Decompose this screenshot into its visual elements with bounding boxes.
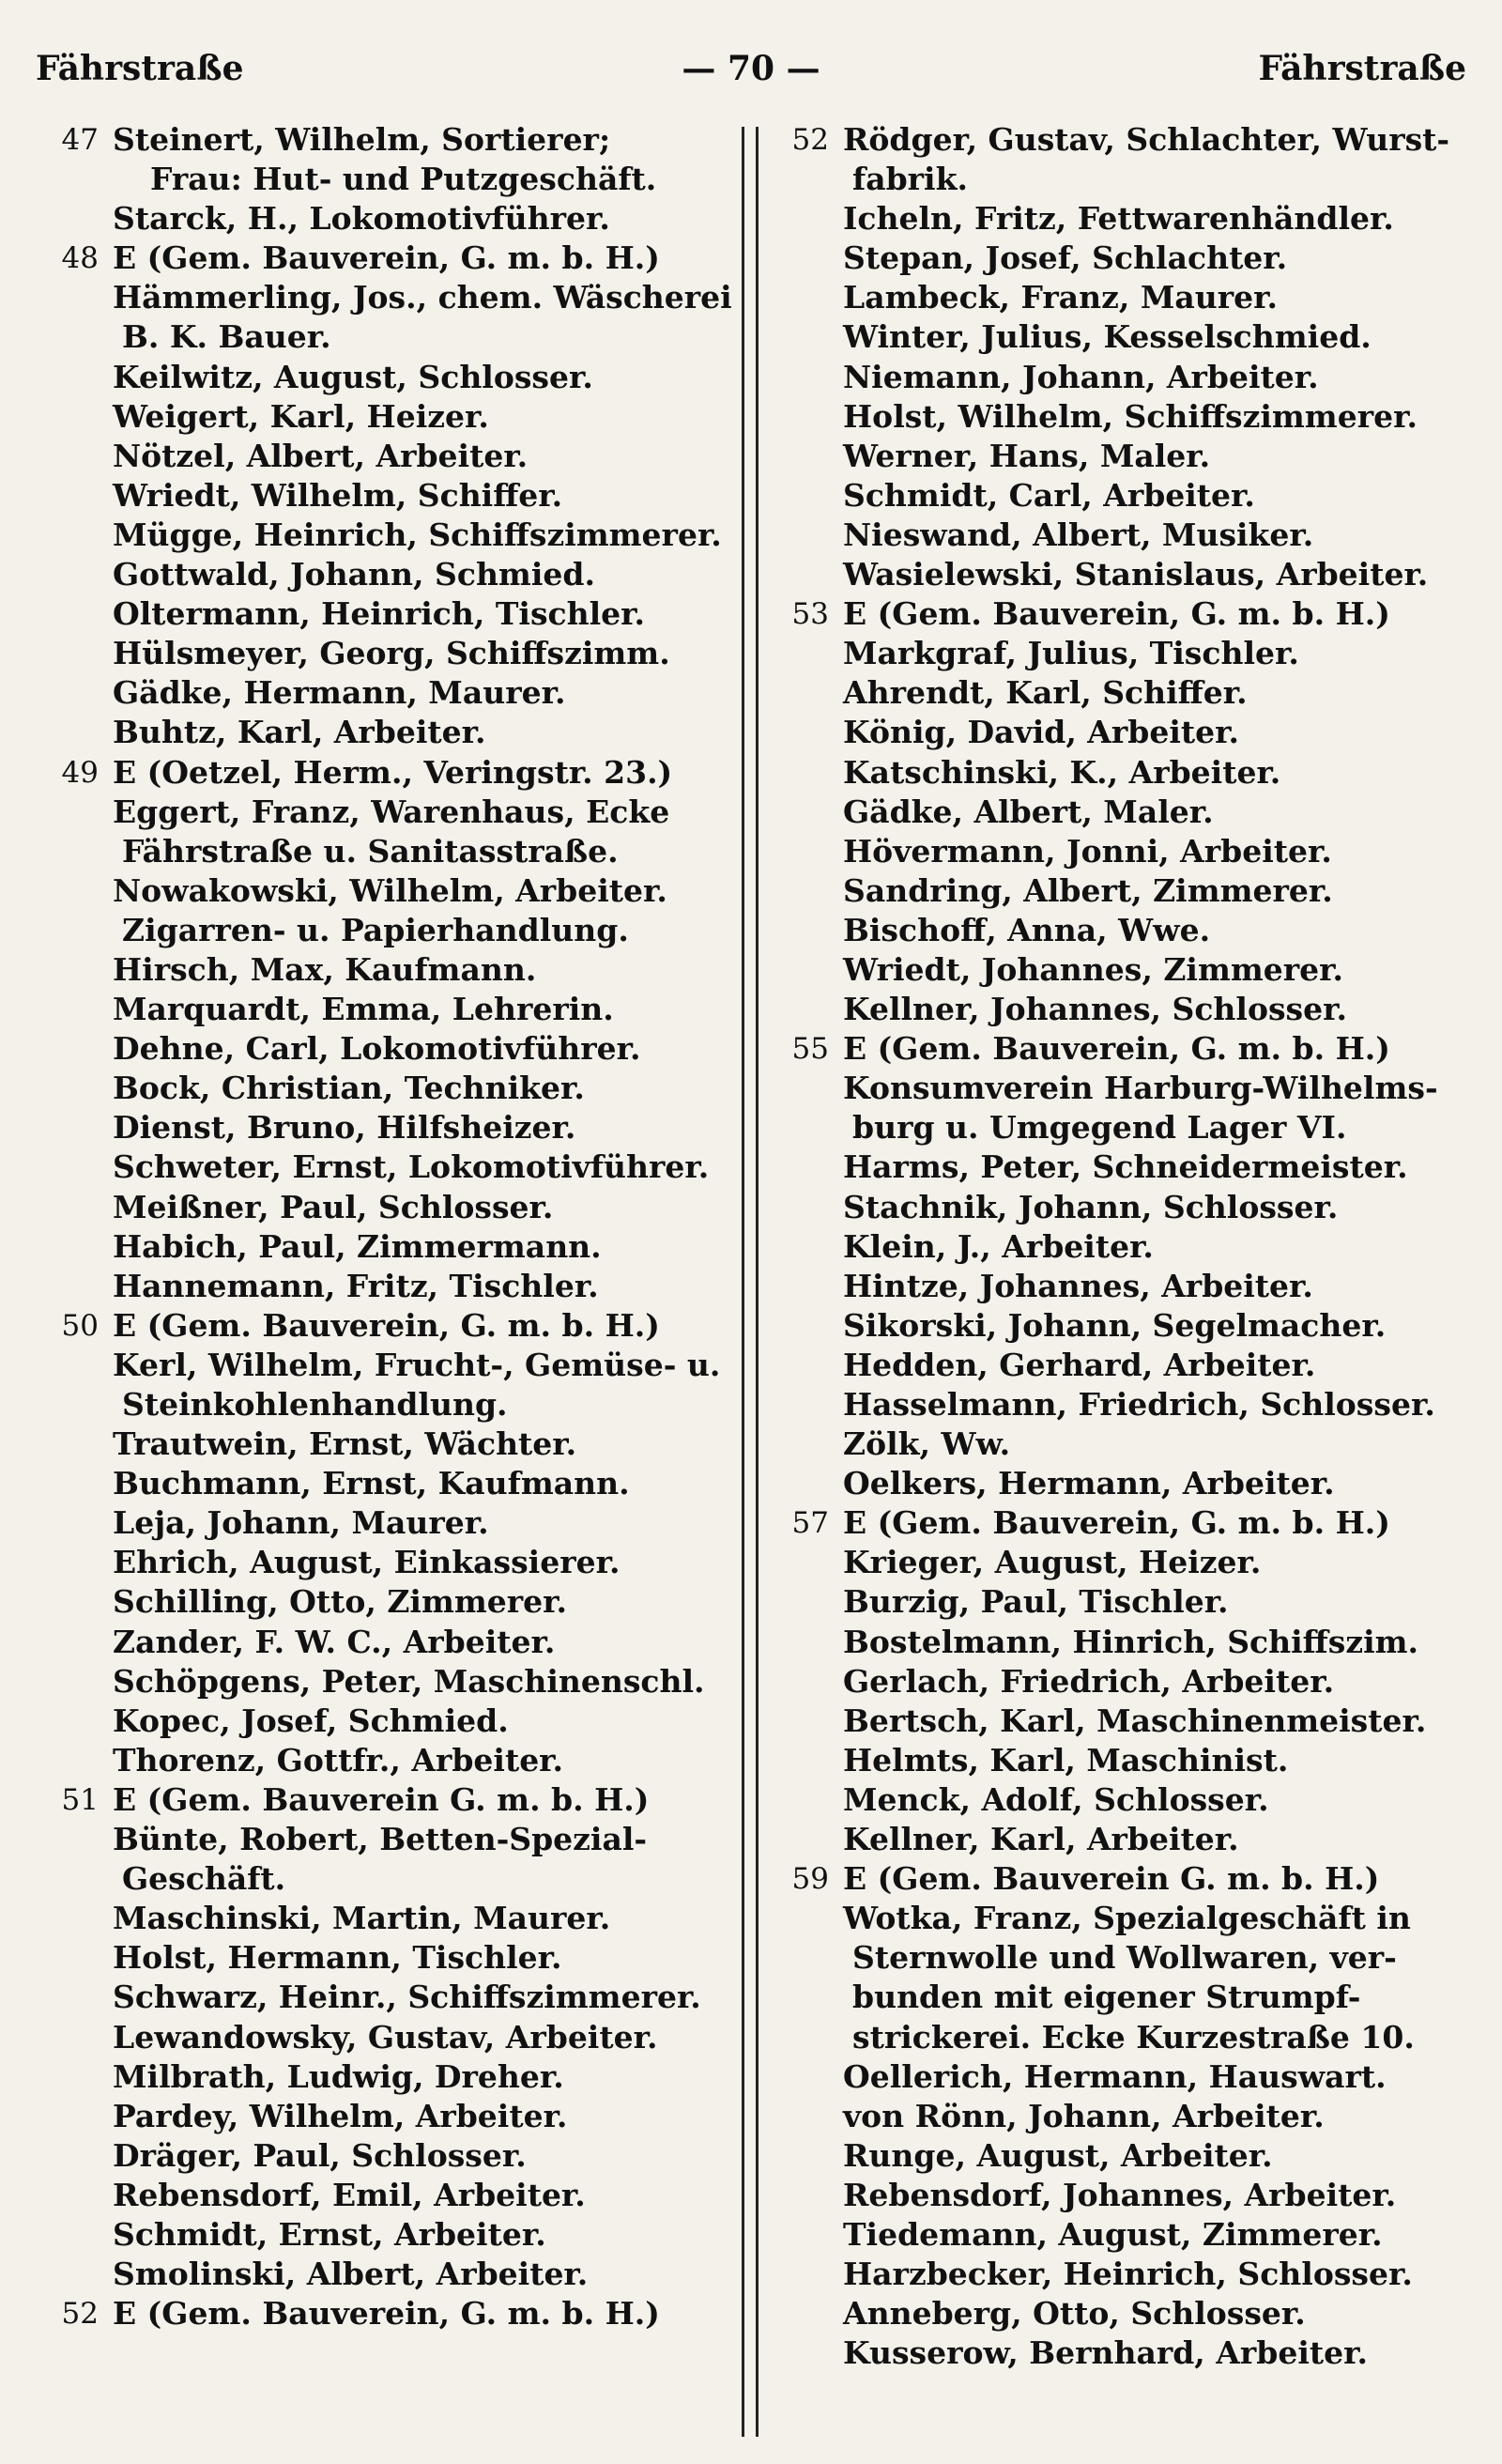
entry-text: Holst, Wilhelm, Schiffszimmerer. (843, 397, 1418, 435)
resident-entry (38, 160, 737, 199)
house-number-entry (38, 120, 737, 160)
resident-entry (38, 516, 737, 555)
entry-text: Rebensdorf, Johannes, Arbeiter. (843, 2176, 1397, 2213)
entry-text: Gottwald, Johann, Schmied. (113, 556, 595, 593)
resident-entry (38, 1623, 737, 1662)
entry-text: Hirsch, Max, Kaufmann. (113, 950, 537, 988)
entry-text: Rebensdorf, Emil, Arbeiter. (113, 2176, 586, 2213)
entry-text: Zölk, Ww. (843, 1425, 1011, 1463)
resident-entry (768, 1582, 1467, 1622)
entry-text: Klein, J., Arbeiter. (843, 1227, 1154, 1265)
entry-text: Zander, F. W. C., Arbeiter. (113, 1623, 556, 1660)
resident-entry (38, 1464, 737, 1503)
resident-entry (38, 1978, 737, 2017)
entry-text: E (Gem. Bauverein, G. m. b. H.) (113, 2295, 660, 2333)
resident-entry (38, 1543, 737, 1582)
entry-text: Smolinski, Albert, Arbeiter. (113, 2256, 589, 2293)
resident-entry (768, 2215, 1467, 2255)
entry-text: Steinert, Wilhelm, Sortierer; (113, 121, 611, 158)
resident-entry (768, 1938, 1467, 1978)
entry-text: Kellner, Johannes, Schlosser. (843, 991, 1347, 1028)
resident-entry (768, 832, 1467, 871)
resident-entry (38, 1147, 737, 1187)
resident-entry (38, 437, 737, 476)
entry-text: Buhtz, Karl, Arbeiter. (113, 714, 486, 751)
entry-text: Kellner, Karl, Arbeiter. (843, 1821, 1239, 1858)
resident-entry (768, 1069, 1467, 1108)
entry-text: Katschinski, K., Arbeiter. (843, 753, 1281, 791)
left-column (38, 120, 737, 2333)
entry-text: Bischoff, Anna, Wwe. (843, 911, 1211, 948)
resident-entry (768, 1385, 1467, 1424)
house-number-entry (768, 1859, 1467, 1899)
entry-text: Hannemann, Fritz, Tischler. (113, 1267, 599, 1304)
entry-text: Kopec, Josef, Schmied. (113, 1702, 509, 1739)
resident-entry (38, 1820, 737, 1859)
resident-entry (768, 555, 1467, 594)
resident-entry (38, 2136, 737, 2176)
entry-text: Steinkohlenhandlung. (122, 1386, 508, 1423)
entry-text: Schöpgens, Peter, Maschinenschl. (113, 1662, 705, 1700)
entry-text: B. K. Bauer. (122, 318, 331, 356)
resident-entry (768, 1899, 1467, 1938)
entry-text: E (Gem. Bauverein, G. m. b. H.) (843, 595, 1390, 633)
resident-entry (768, 1227, 1467, 1267)
entry-text: Gerlach, Friedrich, Arbeiter. (843, 1662, 1335, 1700)
resident-entry (38, 1582, 737, 1622)
entry-text: Eggert, Franz, Warenhaus, Ecke (113, 793, 670, 830)
entry-text: Tiedemann, August, Zimmerer. (843, 2215, 1383, 2253)
house-number: 51 (61, 1782, 99, 1817)
resident-entry (768, 1543, 1467, 1582)
entry-text: Sikorski, Johann, Segelmacher. (843, 1306, 1387, 1344)
entry-text: Hedden, Gerhard, Arbeiter. (843, 1346, 1316, 1383)
entry-text: Pardey, Wilhelm, Arbeiter. (113, 2097, 568, 2134)
resident-entry (768, 358, 1467, 397)
resident-entry (38, 1188, 737, 1227)
entry-text: Keilwitz, August, Schlosser. (113, 358, 593, 395)
resident-entry (38, 1503, 737, 1543)
resident-entry (38, 950, 737, 990)
resident-entry (38, 990, 737, 1029)
entry-text: Dienst, Bruno, Hilfsheizer. (113, 1109, 576, 1147)
resident-entry (768, 713, 1467, 752)
entry-text: Oelkers, Hermann, Arbeiter. (843, 1465, 1335, 1502)
entry-text: Harzbecker, Heinrich, Schlosser. (843, 2256, 1413, 2293)
entry-text: fabrik. (852, 161, 968, 198)
house-number-entry (38, 2294, 737, 2333)
header-street-right: Fährstraße (1258, 49, 1466, 88)
entry-text: Nötzel, Albert, Arbeiter. (113, 437, 529, 474)
entry-text: Burzig, Paul, Tischler. (843, 1583, 1229, 1621)
entry-text: Schmidt, Ernst, Arbeiter. (113, 2215, 546, 2253)
entry-text: Ehrich, August, Einkassierer. (113, 1544, 621, 1581)
resident-entry (768, 199, 1467, 239)
entry-text: Schweter, Ernst, Lokomotivführer. (113, 1148, 710, 1186)
entry-text: Rödger, Gustav, Schlachter, Wurst- (843, 121, 1450, 158)
resident-entry (768, 1741, 1467, 1780)
resident-entry (38, 2057, 737, 2097)
entry-text: Bünte, Robert, Betten-Spezial- (113, 1821, 648, 1858)
resident-entry (38, 1899, 737, 1938)
entry-text: Oltermann, Heinrich, Tischler. (113, 595, 645, 633)
entry-text: burg u. Umgegend Lager VI. (852, 1109, 1347, 1147)
resident-entry (38, 476, 737, 516)
house-number: 48 (61, 241, 99, 276)
resident-entry (768, 673, 1467, 713)
resident-entry (768, 2018, 1467, 2057)
resident-entry (38, 278, 737, 317)
resident-entry (768, 2136, 1467, 2176)
resident-entry (38, 1029, 737, 1069)
entry-text: Kerl, Wilhelm, Frucht-, Gemüse- u. (113, 1346, 721, 1383)
house-number-entry (768, 1029, 1467, 1069)
resident-entry (38, 793, 737, 832)
entry-text: Schmidt, Carl, Arbeiter. (843, 476, 1255, 514)
resident-entry (38, 317, 737, 357)
entry-text: Runge, August, Arbeiter. (843, 2136, 1273, 2174)
page-header (36, 49, 1466, 105)
resident-entry (768, 1780, 1467, 1820)
house-number: 52 (791, 123, 829, 157)
resident-entry (768, 1188, 1467, 1227)
resident-entry (38, 2215, 737, 2255)
resident-entry (768, 1346, 1467, 1385)
resident-entry (768, 1662, 1467, 1702)
resident-entry (768, 516, 1467, 555)
resident-entry (768, 2057, 1467, 2097)
resident-entry (768, 317, 1467, 357)
resident-entry (38, 634, 737, 673)
resident-entry (768, 437, 1467, 476)
entry-text: Anneberg, Otto, Schlosser. (843, 2295, 1306, 2333)
entry-text: Hövermann, Jonni, Arbeiter. (843, 832, 1332, 870)
house-number: 52 (61, 2297, 99, 2332)
resident-entry (38, 673, 737, 713)
entry-text: Weigert, Karl, Heizer. (113, 397, 489, 435)
resident-entry (38, 1702, 737, 1741)
resident-entry (38, 358, 737, 397)
entry-text: Fährstraße u. Sanitasstraße. (122, 832, 619, 870)
entry-text: Frau: Hut- und Putzgeschäft. (150, 161, 657, 198)
entry-text: Habich, Paul, Zimmermann. (113, 1227, 602, 1265)
resident-entry (768, 278, 1467, 317)
resident-entry (768, 753, 1467, 793)
resident-entry (38, 1424, 737, 1464)
resident-entry (768, 1108, 1467, 1147)
resident-entry (38, 2097, 737, 2136)
house-number-entry (38, 753, 737, 793)
entry-text: Niemann, Johann, Arbeiter. (843, 358, 1319, 395)
resident-entry (38, 1267, 737, 1306)
entry-text: von Rönn, Johann, Arbeiter. (843, 2097, 1325, 2134)
entry-text: Krieger, August, Heizer. (843, 1544, 1262, 1581)
entry-text: Hintze, Johannes, Arbeiter. (843, 1267, 1313, 1304)
entry-text: Thorenz, Gottfr., Arbeiter. (113, 1741, 564, 1779)
entry-text: Lewandowsky, Gustav, Arbeiter. (113, 2018, 658, 2056)
entry-text: Starck, H., Lokomotivführer. (113, 200, 610, 238)
resident-entry (768, 476, 1467, 516)
resident-entry (38, 555, 737, 594)
entry-text: Wotka, Franz, Spezialgeschäft in (843, 1900, 1411, 1937)
resident-entry (768, 1424, 1467, 1464)
entry-text: E (Gem. Bauverein, G. m. b. H.) (113, 1306, 660, 1344)
house-number: 49 (61, 755, 99, 790)
resident-entry (768, 990, 1467, 1029)
resident-entry (768, 1306, 1467, 1346)
entry-text: Helmts, Karl, Maschinist. (843, 1741, 1289, 1779)
entry-text: Marquardt, Emma, Lehrerin. (113, 991, 614, 1028)
resident-entry (38, 1662, 737, 1702)
entry-text: Icheln, Fritz, Fettwarenhändler. (843, 200, 1394, 238)
resident-entry (768, 2333, 1467, 2373)
resident-entry (38, 1859, 737, 1899)
house-number-entry (38, 1306, 737, 1346)
resident-entry (768, 2255, 1467, 2294)
entry-text: Leja, Johann, Maurer. (113, 1504, 489, 1542)
entry-text: Bock, Christian, Techniker. (113, 1070, 585, 1107)
resident-entry (38, 1741, 737, 1780)
resident-entry (38, 1227, 737, 1267)
entry-text: Buchmann, Ernst, Kaufmann. (113, 1465, 630, 1502)
entry-text: E (Gem. Bauverein, G. m. b. H.) (843, 1030, 1390, 1068)
house-number: 55 (791, 1032, 829, 1067)
entry-text: Sandring, Albert, Zimmerer. (843, 871, 1333, 909)
entry-text: E (Gem. Bauverein G. m. b. H.) (113, 1780, 650, 1818)
entry-text: Hämmerling, Jos., chem. Wäscherei (113, 279, 732, 316)
resident-entry (38, 1938, 737, 1978)
entry-text: E (Gem. Bauverein, G. m. b. H.) (113, 239, 660, 277)
resident-entry (768, 239, 1467, 278)
resident-entry (768, 397, 1467, 437)
resident-entry (768, 2097, 1467, 2136)
resident-entry (38, 2176, 737, 2215)
resident-entry (768, 871, 1467, 911)
resident-entry (38, 1385, 737, 1424)
entry-text: Mügge, Heinrich, Schiffszimmerer. (113, 516, 722, 553)
entry-text: Hasselmann, Friedrich, Schlosser. (843, 1386, 1435, 1423)
resident-entry (768, 634, 1467, 673)
entry-text: Oellerich, Hermann, Hauswart. (843, 2057, 1387, 2095)
entry-text: Gädke, Hermann, Maurer. (113, 674, 566, 712)
entry-text: Meißner, Paul, Schlosser. (113, 1188, 554, 1225)
house-number: 50 (61, 1308, 99, 1343)
resident-entry (38, 871, 737, 911)
entry-text: Maschinski, Martin, Maurer. (113, 1900, 611, 1937)
entry-text: Konsumverein Harburg-Wilhelms- (843, 1070, 1438, 1107)
resident-entry (768, 1978, 1467, 2017)
resident-entry (768, 793, 1467, 832)
entry-text: Kusserow, Bernhard, Arbeiter. (843, 2334, 1368, 2372)
resident-entry (38, 1346, 737, 1385)
resident-entry (768, 2176, 1467, 2215)
entry-text: König, David, Arbeiter. (843, 714, 1239, 751)
entry-text: Wriedt, Wilhelm, Schiffer. (113, 476, 563, 514)
entry-text: Nieswand, Albert, Musiker. (843, 516, 1314, 553)
entry-text: Hülsmeyer, Georg, Schiffszimm. (113, 635, 670, 672)
entry-text: Winter, Julius, Kesselschmied. (843, 318, 1372, 356)
resident-entry (768, 1702, 1467, 1741)
right-column (768, 120, 1467, 2373)
resident-entry (38, 1069, 737, 1108)
house-number-entry (38, 239, 737, 278)
house-number: 47 (61, 123, 99, 157)
resident-entry (38, 911, 737, 950)
entry-text: Lambeck, Franz, Maurer. (843, 279, 1278, 316)
resident-entry (768, 1820, 1467, 1859)
entry-text: Trautwein, Ernst, Wächter. (113, 1425, 577, 1463)
entry-text: Stepan, Josef, Schlachter. (843, 239, 1288, 277)
entry-text: Markgraf, Julius, Tischler. (843, 635, 1299, 672)
house-number: 57 (791, 1506, 829, 1541)
entry-text: Schwarz, Heinr., Schiffszimmerer. (113, 1979, 701, 2016)
entry-text: Werner, Hans, Maler. (843, 437, 1211, 474)
entry-text: E (Oetzel, Herm., Veringstr. 23.) (113, 753, 673, 791)
entry-text: Dehne, Carl, Lokomotivführer. (113, 1030, 641, 1068)
entry-text: Stachnik, Johann, Schlosser. (843, 1188, 1339, 1225)
resident-entry (38, 1108, 737, 1147)
house-number: 53 (791, 597, 829, 632)
resident-entry (38, 2255, 737, 2294)
resident-entry (38, 397, 737, 437)
house-number-entry (768, 594, 1467, 634)
entry-text: Bostelmann, Hinrich, Schiffszim. (843, 1623, 1419, 1660)
entry-text: Gädke, Albert, Maler. (843, 793, 1214, 830)
house-number: 59 (791, 1862, 829, 1897)
resident-entry (768, 1464, 1467, 1503)
column-divider (742, 127, 759, 2437)
entry-text: E (Gem. Bauverein G. m. b. H.) (843, 1860, 1380, 1898)
entry-text: Wriedt, Johannes, Zimmerer. (843, 950, 1344, 988)
resident-entry (38, 2018, 737, 2057)
resident-entry (38, 199, 737, 239)
header-street-left: Fährstraße (36, 49, 244, 88)
entry-text: bunden mit eigener Strumpf- (852, 1979, 1361, 2016)
page-number: — 70 — (682, 49, 820, 88)
entry-text: Nowakowski, Wilhelm, Arbeiter. (113, 871, 667, 909)
resident-entry (768, 2294, 1467, 2333)
resident-entry (768, 1147, 1467, 1187)
entry-text: Sternwolle und Wollwaren, ver- (852, 1939, 1397, 1977)
house-number-entry (38, 1780, 737, 1820)
entry-text: Dräger, Paul, Schlosser. (113, 2136, 527, 2174)
entry-text: Harms, Peter, Schneidermeister. (843, 1148, 1408, 1186)
resident-entry (38, 594, 737, 634)
resident-entry (768, 160, 1467, 199)
entry-text: E (Gem. Bauverein, G. m. b. H.) (843, 1504, 1390, 1542)
resident-entry (768, 1623, 1467, 1662)
resident-entry (768, 911, 1467, 950)
resident-entry (38, 832, 737, 871)
entry-text: Milbrath, Ludwig, Dreher. (113, 2057, 564, 2095)
resident-entry (768, 1267, 1467, 1306)
entry-text: Wasielewski, Stanislaus, Arbeiter. (843, 556, 1429, 593)
house-number-entry (768, 120, 1467, 160)
entry-text: Schilling, Otto, Zimmerer. (113, 1583, 568, 1621)
resident-entry (768, 950, 1467, 990)
resident-entry (38, 713, 737, 752)
entry-text: Bertsch, Karl, Maschinenmeister. (843, 1702, 1427, 1739)
entry-text: Menck, Adolf, Schlosser. (843, 1780, 1269, 1818)
entry-text: strickerei. Ecke Kurzestraße 10. (852, 2018, 1415, 2056)
entry-text: Geschäft. (122, 1860, 286, 1898)
entry-text: Holst, Hermann, Tischler. (113, 1939, 562, 1977)
house-number-entry (768, 1503, 1467, 1543)
entry-text: Ahrendt, Karl, Schiffer. (843, 674, 1248, 712)
entry-text: Zigarren- u. Papierhandlung. (122, 911, 629, 948)
